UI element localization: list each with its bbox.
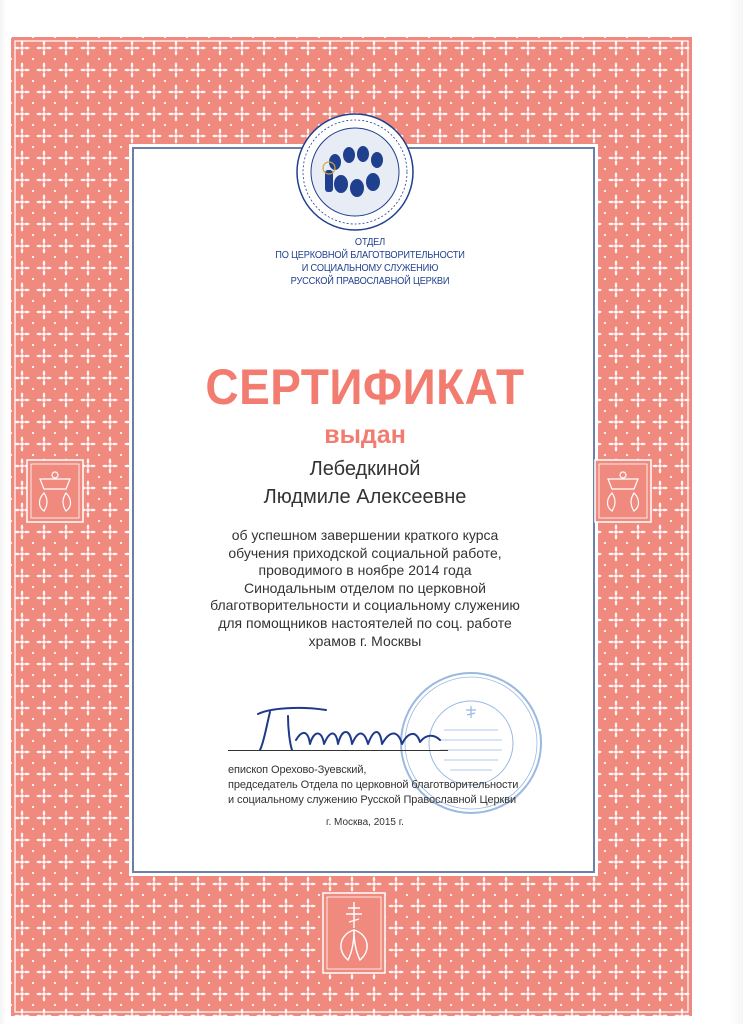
signatory-position: и социальному служению Русской Православной Церкви (228, 794, 517, 806)
body-line: об успешном завершении краткого курса (231, 527, 499, 543)
recipient-given-names: Людмиле Алексеевне (263, 486, 467, 508)
issued-label: выдан (324, 421, 406, 449)
signatory-title: епископ Орехово-Зуевский, (228, 764, 367, 776)
cross-emblem-icon (322, 892, 386, 974)
fish-basket-emblem-icon (26, 459, 84, 523)
signature-line (228, 750, 448, 751)
department-name (238, 236, 502, 288)
body-line: для помощников настоятелей по соц. работе (218, 614, 512, 631)
body-line: обучения приходской социальной работе, (228, 544, 502, 561)
body-line: Синодальным отделом по церковной (244, 579, 486, 596)
department-line: И СОЦИАЛЬНОМУ СЛУЖЕНИЮ (301, 262, 439, 274)
certificate-body (180, 527, 550, 650)
department-line: РУССКОЙ ПРАВОСЛАВНОЙ ЦЕРКВИ (290, 275, 450, 287)
signatory-position: председатель Отдела по церковной благотворительности (228, 779, 519, 791)
body-line: проводимого в ноябре 2014 года (258, 562, 472, 579)
body-line: храмов г. Москвы (308, 632, 422, 649)
recipient-surname: Лебедкиной (309, 458, 421, 480)
fish-basket-emblem-icon (594, 459, 652, 523)
department-emblem-icon (293, 110, 417, 234)
department-line: ОТДЕЛ (354, 236, 386, 248)
handwritten-signature-icon (230, 700, 450, 756)
department-line: ПО ЦЕРКОВНОЙ БЛАГОТВОРИТЕЛЬНОСТИ (275, 249, 465, 261)
signatory-block (228, 763, 558, 808)
certificate-title: СЕРТИФИКАТ (205, 359, 525, 415)
body-line: благотворительности и социальному служению (210, 597, 520, 614)
place-and-date: г. Москва, 2015 г. (326, 817, 404, 828)
